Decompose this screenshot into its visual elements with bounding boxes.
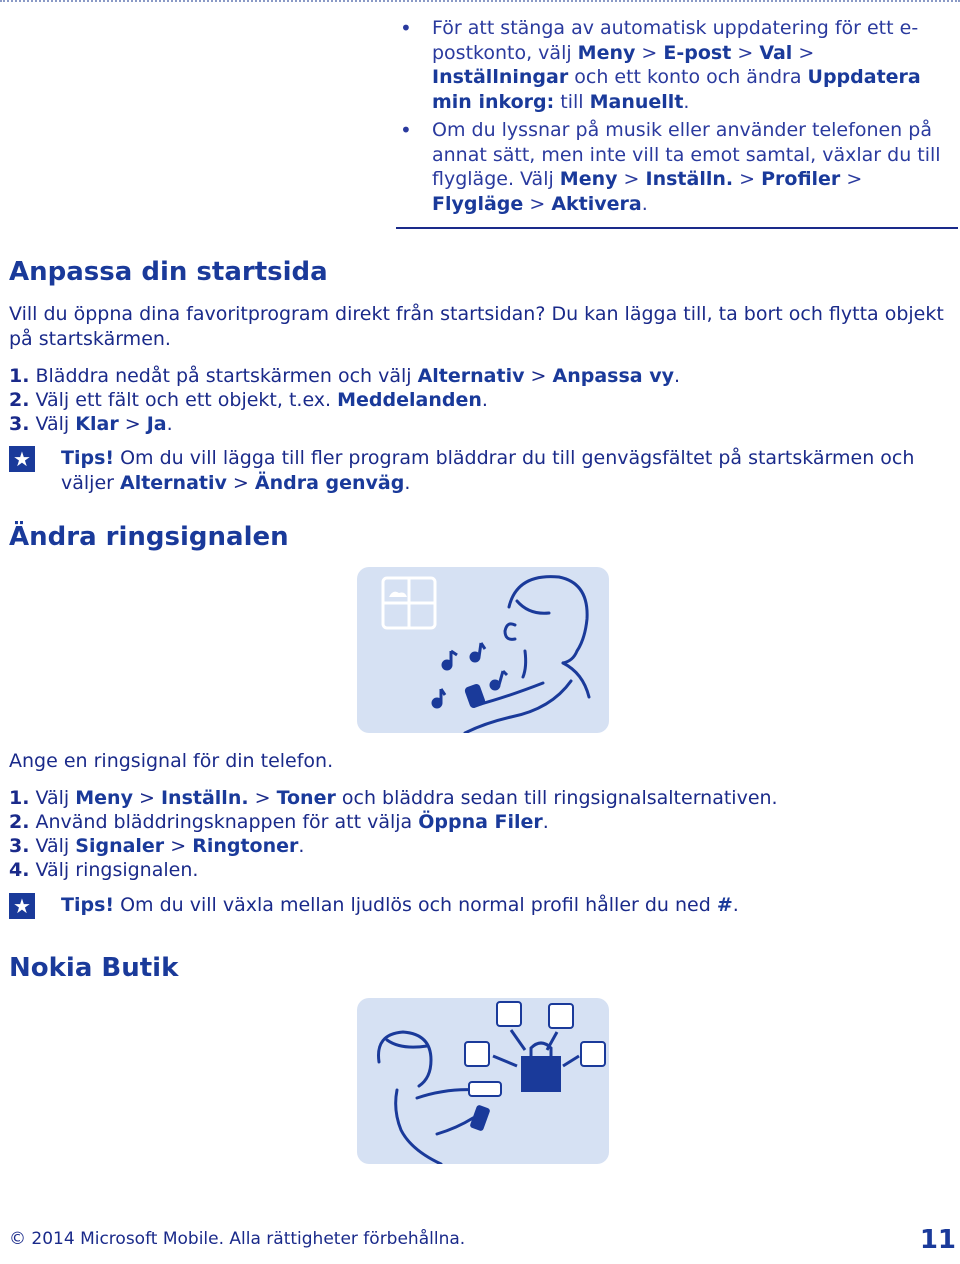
bold-term: Manuellt: [589, 90, 684, 113]
text-run: >: [792, 41, 815, 64]
section-intro: Vill du öppna dina favoritprogram direkt från startsidan? Du kan lägga till, ta bort och flytta objekt på startskärmen.: [9, 303, 944, 350]
step-item: 3. Välj Klar > Ja.: [9, 413, 173, 435]
text-run: >: [164, 835, 193, 857]
section-heading-butik: Nokia Butik: [9, 953, 179, 983]
bullet-icon: •: [400, 16, 412, 40]
text-run: >: [523, 192, 552, 215]
step-item: 2. Använd bläddringsknappen för att välja Öppna Filer.: [9, 811, 549, 833]
text-run: .: [298, 835, 305, 857]
text-run: >: [226, 472, 255, 494]
bold-term: E-post: [663, 41, 732, 64]
section-intro: Ange en ringsignal för din telefon.: [9, 750, 334, 772]
text-run: .: [542, 811, 549, 833]
bold-term: Aktivera: [551, 192, 642, 215]
ringtone-illustration: [357, 567, 609, 733]
bold-term: Meddelanden: [337, 389, 482, 411]
text-run: .: [673, 365, 681, 387]
text-run: >: [118, 413, 147, 435]
bullet-item: [396, 16, 956, 114]
text-run: >: [840, 168, 863, 190]
bold-term: Tips!: [61, 447, 115, 469]
bold-term: Öppna Filer: [418, 811, 543, 833]
text-run: .: [641, 192, 648, 215]
top-dotted-rule: [0, 0, 960, 2]
text-run: .: [404, 472, 411, 494]
bullet-icon: •: [400, 118, 412, 142]
bold-term: Val: [759, 41, 793, 64]
bold-term: Anpassa vy: [552, 365, 674, 387]
tip-box: [9, 446, 959, 496]
text-run: .: [732, 894, 739, 916]
text-run: .: [683, 90, 690, 113]
text-run: Om du vill växla mellan ljudlös och normal profil håller du ned: [114, 894, 717, 916]
bold-term: Meny: [577, 41, 636, 64]
text-run: Om du lyssnar på musik eller använder telefonen på annat sätt, men inte vill ta emot samtal, växlar du till flygläge. Välj: [432, 119, 941, 190]
text-run: >: [731, 41, 760, 64]
bold-term: Klar: [75, 413, 119, 435]
bold-term: Inställningar: [432, 66, 569, 88]
bullet-text: [432, 17, 921, 113]
text-run: .: [481, 389, 488, 411]
text-run: till: [554, 90, 590, 113]
text-run: >: [248, 787, 277, 809]
text-run: och ett konto och ändra: [568, 66, 808, 88]
bold-term: Toner: [276, 787, 336, 809]
text-run: >: [635, 41, 664, 64]
text-run: För att stänga av automatisk uppdatering för ett e-postkonto, välj: [432, 17, 919, 64]
bold-term: Meny: [559, 168, 618, 190]
text-run: >: [524, 365, 553, 387]
bold-term: Alternativ: [120, 472, 227, 494]
step-item: 4. Välj ringsignalen.: [9, 859, 199, 881]
text-run: Bläddra nedåt på startskärmen och välj: [29, 365, 418, 387]
bold-term: Inställn.: [160, 787, 249, 809]
text-run: >: [132, 787, 161, 809]
bold-term: Ändra genväg: [254, 472, 405, 494]
text-run: Välj: [29, 787, 76, 809]
tip-box: [9, 893, 959, 918]
bullet-text: [432, 119, 941, 215]
step-item: 1. Bläddra nedåt på startskärmen och välj Alternativ > Anpassa vy.: [9, 365, 681, 387]
text-run: .: [166, 413, 173, 435]
star-icon: ★: [9, 446, 35, 472]
steps-list: [9, 786, 778, 882]
bold-term: Alternativ: [417, 365, 525, 387]
text-run: Använd bläddringsknappen för att välja: [29, 811, 419, 833]
top-bullet-list: [396, 16, 956, 220]
bold-term: Signaler: [75, 835, 165, 857]
bold-term: Ringtoner: [192, 835, 299, 857]
step-item: 1. Välj Meny > Inställn. > Toner och bläddra sedan till ringsignalsalternativen.: [9, 787, 778, 809]
text-run: Välj: [29, 413, 76, 435]
store-illustration: [357, 998, 609, 1164]
section-heading-ringsignal: Ändra ringsignalen: [9, 522, 289, 552]
bullet-item: [396, 118, 956, 216]
steps-list: [9, 364, 680, 436]
bold-term: Inställn.: [645, 168, 734, 190]
star-icon: ★: [9, 893, 35, 919]
step-item: 3. Välj Signaler > Ringtoner.: [9, 835, 305, 857]
bold-term: Tips!: [61, 894, 115, 916]
bold-term: Ja: [146, 413, 167, 435]
tip-text: [61, 893, 959, 918]
bold-term: Uppdatera min inkorg:: [432, 66, 921, 113]
bold-term: Flygläge: [432, 192, 524, 215]
section-heading-startsida: Anpassa din startsida: [9, 257, 328, 287]
step-item: 2. Välj ett fält och ett objekt, t.ex. Meddelanden.: [9, 389, 488, 411]
text-run: Välj: [29, 835, 76, 857]
page-number: 11: [919, 1225, 956, 1255]
text-run: >: [733, 168, 762, 190]
text-run: Om du vill lägga till fler program bläddrar du till genvägsfältet på startskärmen och väljer: [61, 447, 915, 494]
bold-term: Profiler: [761, 168, 841, 190]
bold-term: #: [716, 894, 733, 916]
text-run: och bläddra sedan till ringsignalsalternativen.: [335, 787, 778, 809]
text-run: Välj ringsignalen.: [29, 859, 199, 881]
footer-copyright: © 2014 Microsoft Mobile. Alla rättigheter förbehållna.: [9, 1229, 466, 1249]
tip-text: [61, 446, 959, 496]
section-divider: [396, 227, 958, 229]
text-run: Välj ett fält och ett objekt, t.ex.: [29, 389, 338, 411]
bold-term: Meny: [75, 787, 133, 809]
text-run: >: [617, 168, 646, 190]
